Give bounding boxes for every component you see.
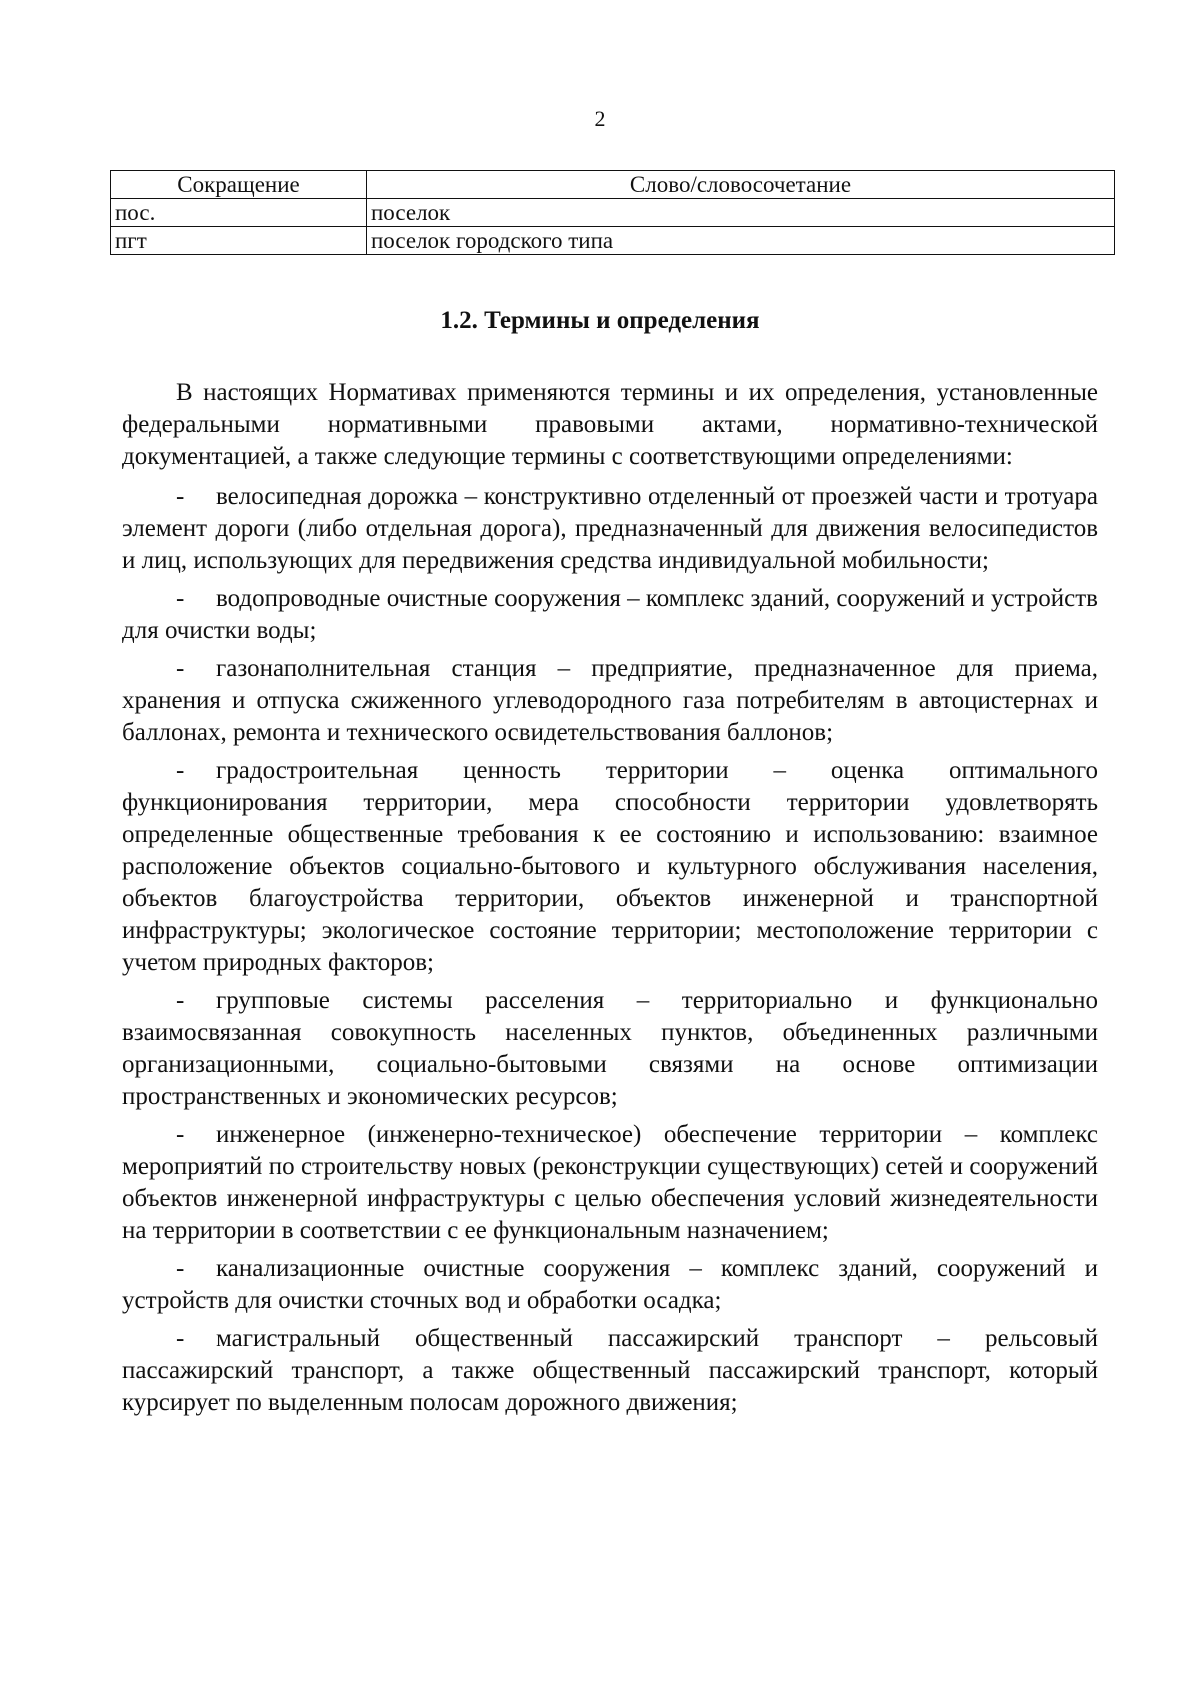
list-dash: - bbox=[176, 483, 185, 510]
term-item bbox=[122, 1119, 1098, 1247]
term-item bbox=[122, 1253, 1098, 1317]
abbreviations-table bbox=[110, 170, 1115, 255]
table-row bbox=[111, 199, 1115, 227]
section-heading: 1.2. Термины и определения bbox=[440, 307, 760, 334]
term-item bbox=[122, 653, 1098, 749]
term-text: велосипедная дорожка – конструктивно отделенный от проезжей части и тротуара элемент дороги (либо отдельная дорога), предназначенный для движения велосипедистов и лиц, использующих для передвижения средства индивидуальной мобильности; bbox=[122, 483, 1098, 574]
table-header-row bbox=[111, 171, 1115, 199]
list-dash: - bbox=[176, 757, 185, 784]
abbreviation-cell: пгт bbox=[111, 227, 367, 255]
term-text: канализационные очистные сооружения – комплекс зданий, сооружений и устройств для очистки сточных вод и обработки осадка; bbox=[122, 1255, 1098, 1314]
list-dash: - bbox=[176, 1325, 185, 1352]
meaning-cell: поселок bbox=[367, 199, 1115, 227]
list-dash: - bbox=[176, 1255, 185, 1282]
term-item bbox=[122, 583, 1098, 647]
term-item bbox=[122, 1323, 1098, 1419]
column-header-meaning: Слово/словосочетание bbox=[367, 171, 1115, 199]
abbreviation-cell: пос. bbox=[111, 199, 367, 227]
list-dash: - bbox=[176, 987, 185, 1014]
term-text: газонаполнительная станция – предприятие, предназначенное для приема, хранения и отпуска сжиженного углеводородного газа потребителям в автоцистернах и баллонах, ремонта и технического освидетельствования баллонов; bbox=[122, 655, 1098, 746]
table-row bbox=[111, 227, 1115, 255]
terms-section-body bbox=[122, 377, 1098, 1425]
term-item bbox=[122, 755, 1098, 979]
term-item bbox=[122, 985, 1098, 1113]
list-dash: - bbox=[176, 585, 185, 612]
term-text: инженерное (инженерно-техническое) обеспечение территории – комплекс мероприятий по строительству новых (реконструкции существующих) сетей и сооружений объектов инженерной инфраструктуры с целью обеспечения условий жизнедеятельности на территории в соответствии с ее функциональным назначением; bbox=[122, 1121, 1098, 1244]
list-dash: - bbox=[176, 1121, 185, 1148]
term-text: градостроительная ценность территории – оценка оптимального функционирования территории, мера способности территории удовлетворять определенные общественные требования к ее состоянию и использованию: взаимное расположение объектов социально-бытового и культурного обслуживания населения, объектов благоустройства территории, объектов инженерной и транспортной инфраструктуры; экологическое состояние территории; местоположение территории с учетом природных факторов; bbox=[122, 757, 1098, 976]
column-header-abbreviation: Сокращение bbox=[111, 171, 367, 199]
term-text: магистральный общественный пассажирский транспорт – рельсовый пассажирский транспорт, а также общественный пассажирский транспорт, который курсирует по выделенным полосам дорожного движения; bbox=[122, 1325, 1098, 1416]
page-number: 2 bbox=[594, 106, 606, 131]
term-item bbox=[122, 481, 1098, 577]
meaning-cell: поселок городского типа bbox=[367, 227, 1115, 255]
term-text: водопроводные очистные сооружения – комплекс зданий, сооружений и устройств для очистки воды; bbox=[122, 585, 1098, 644]
intro-paragraph: В настоящих Нормативах применяются термины и их определения, установленные федеральными нормативными правовыми актами, нормативно-технической документацией, а также следующие термины с соответствующими определениями: bbox=[122, 379, 1098, 470]
list-dash: - bbox=[176, 655, 185, 682]
term-text: групповые системы расселения – территориально и функционально взаимосвязанная совокупность населенных пунктов, объединенных различными организационными, социально-бытовыми связями на основе оптимизации пространственных и экономических ресурсов; bbox=[122, 987, 1098, 1110]
